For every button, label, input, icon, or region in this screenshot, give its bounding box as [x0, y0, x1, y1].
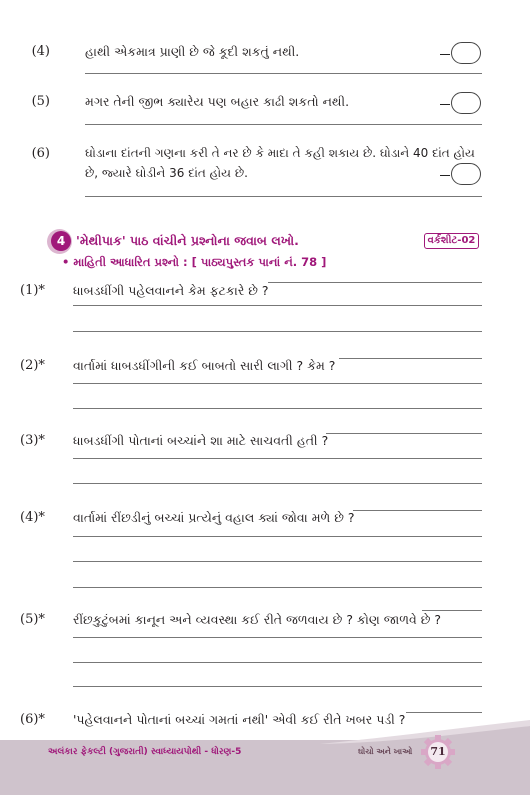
question-text: ધાબડધીંગી પોતાનાં બચ્ચાંને શા માટે સાચવતી હતી ?	[73, 433, 329, 448]
answer-box[interactable]	[451, 92, 481, 114]
answer-line[interactable]	[73, 458, 482, 459]
answer-line[interactable]	[339, 358, 482, 359]
answer-line[interactable]	[73, 483, 482, 484]
answer-line[interactable]	[73, 662, 482, 663]
answer-line[interactable]	[353, 510, 482, 511]
answer-dash	[440, 175, 450, 176]
footer-label: ઘોચો અને ખાઓ	[358, 747, 413, 756]
tf-text-line1: ઘોડાના દાંતની ગણના કરી તે નર છે કે માદા તે કહી શકાય છે. ઘોડાને 40 દાંત હોય	[85, 146, 475, 160]
answer-box[interactable]	[451, 163, 481, 185]
answer-line[interactable]	[85, 124, 482, 125]
question-number: (2)*	[20, 358, 45, 373]
tf-text: હાથી એકમાત્ર પ્રાણી છે જે કૂદી શકતું નથી.	[85, 44, 300, 59]
footer-title: અલંકાર ફેકલ્ટી (ગુજરાતી) સ્વાધ્યાયપોથી - ધોરણ-5	[48, 747, 242, 757]
section-number-badge: 4	[51, 231, 71, 251]
tf-number: (5)	[31, 94, 50, 109]
tf-text: મગર તેની જીભ ક્યારેય પણ બહાર કાઢી શકતો નથી.	[85, 94, 350, 109]
answer-line[interactable]	[406, 712, 482, 713]
tf-text-line2: છે, જ્યારે ઘોડીને 36 દાંત હોય છે.	[85, 166, 248, 180]
question-number: (4)*	[20, 510, 45, 525]
question-text: વાર્તામાં રીંછડીનું બચ્ચાં પ્રત્યેનું વહાલ ક્યાં જોવા મળે છે ?	[73, 510, 355, 525]
answer-line[interactable]	[326, 433, 482, 434]
question-text: ધાબડધીંગી પહેલવાનને કેમ ફટકારે છે ?	[73, 283, 269, 298]
answer-box[interactable]	[451, 42, 481, 64]
question-number: (3)*	[20, 433, 45, 448]
answer-line[interactable]	[73, 686, 482, 687]
worksheet-tag: વર્કશીટ-02	[424, 233, 479, 249]
answer-line[interactable]	[73, 637, 482, 638]
answer-line[interactable]	[73, 408, 482, 409]
answer-dash	[440, 54, 450, 55]
section-title: 'મેથીપાક' પાઠ વાંચીને પ્રશ્નોના જવાબ લખો.	[76, 233, 299, 248]
question-number: (5)*	[20, 612, 45, 627]
question-number: (1)*	[20, 283, 45, 298]
question-text: 'પહેલવાનને પોતાનાં બચ્ચાં ગમતાં નથી' એવી કઈ રીતે ખબર પડી ?	[73, 712, 406, 727]
answer-line[interactable]	[85, 196, 482, 197]
page-number: 71	[430, 745, 446, 758]
tf-number: (4)	[31, 44, 50, 59]
answer-line[interactable]	[85, 73, 482, 74]
answer-line[interactable]	[73, 305, 482, 306]
answer-line[interactable]	[268, 282, 482, 283]
answer-line[interactable]	[73, 331, 482, 332]
answer-line[interactable]	[73, 536, 482, 537]
question-number: (6)*	[20, 712, 45, 727]
answer-dash	[440, 104, 450, 105]
answer-line[interactable]	[73, 561, 482, 562]
answer-line[interactable]	[73, 383, 482, 384]
question-text: વાર્તામાં ધાબડધીંગીની કઈ બાબતો સારી લાગી ? કેમ ?	[73, 358, 336, 373]
answer-line[interactable]	[73, 587, 482, 588]
tf-number: (6)	[31, 146, 50, 161]
question-text: રીંછકુટુંબમાં કાનૂન અને વ્યવસ્થા કઈ રીતે જળવાય છે ? કોણ જાળવે છે ?	[73, 612, 441, 627]
subheading: • માહિતી આધારિત પ્રશ્નો : [ પાઠ્યપુસ્તક પાનાં નં. 78 ]	[62, 255, 327, 269]
answer-line[interactable]	[422, 610, 482, 611]
